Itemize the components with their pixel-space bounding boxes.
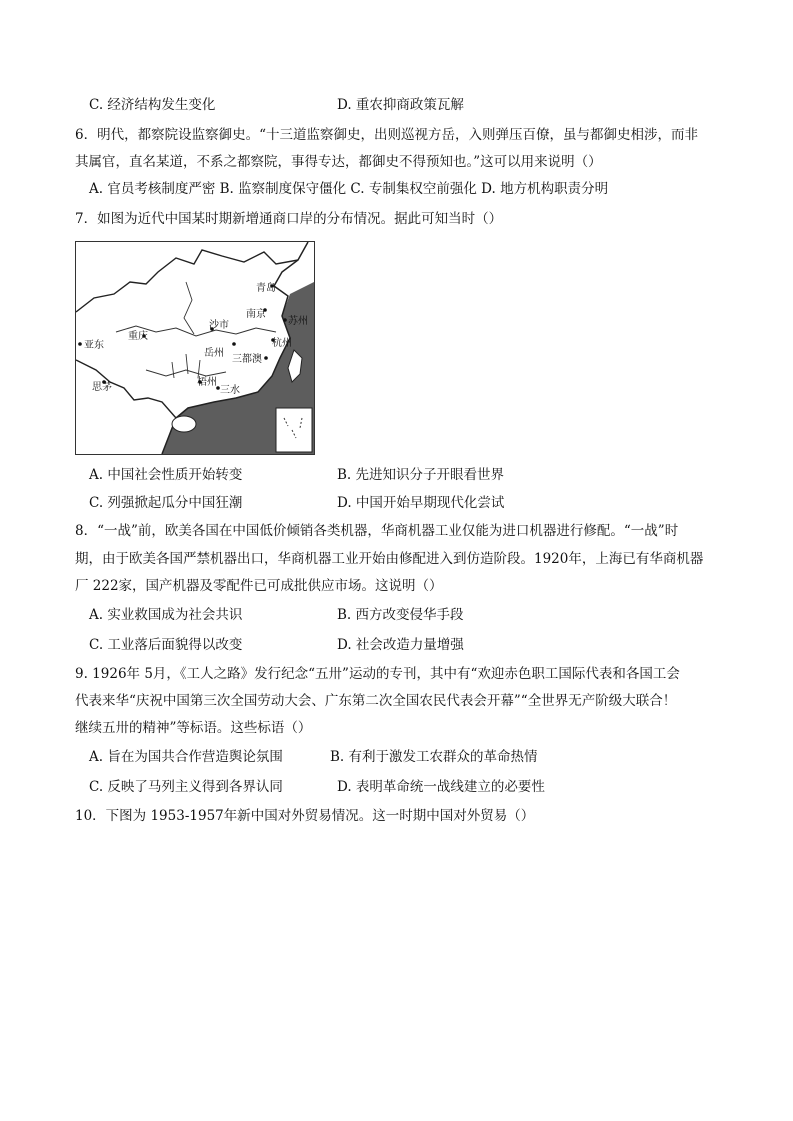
pearl-river [146,370,226,376]
south-sea-inset [276,408,312,452]
river-tributaries [172,354,200,378]
q9-option-c: C. 反映了马列主义得到各界认同 [89,779,283,795]
q7-option-b: B. 先进知识分子开眼看世界 [337,467,505,483]
hainan-island [172,416,196,432]
q10-stem: 10．下图为 1953-1957年新中国对外贸易情况。这一时期中国对外贸易（） [75,808,535,824]
map-drawing [76,242,314,454]
q9-option-d: D. 表明革命统一战线建立的必要性 [337,779,545,795]
northern-border [76,250,298,312]
river-line-1 [184,282,194,334]
q5-option-c: C. 经济结构发生变化 [89,97,216,113]
q8-stem-line2: 期，由于欧美各国严禁机器出口，华商机器工业开始由修配进入到仿造阶段。1920年，上海已有华商机器 [75,551,704,567]
map-label-hangzhou: 杭州 [272,338,292,349]
map-label-simao: 思茅 [92,382,112,393]
map-label-wuzhou: 梧州 [197,377,217,388]
q7-stem: 7．如图为近代中国某时期新增通商口岸的分布情况。据此可知当时（） [75,211,503,227]
q8-stem-line3: 厂 222家，国产机器及零配件已可成批供应市场。这说明（） [75,578,443,594]
southern-border [76,360,176,418]
map-label-nanjing: 南京 [246,309,266,320]
map-label-yuezhou: 岳州 [204,348,224,359]
q8-option-d: D. 社会改造力量增强 [337,637,464,653]
q9-stem-line2: 代表来华“庆祝中国第三次全国劳动大会、广东第二次全国农民代表会开幕”“全世界无产阶级大联合！ [75,693,677,709]
map-label-suzhou: 苏州 [288,316,308,327]
map-label-sandu: 三都澳 [232,354,262,365]
map-label-sanshui: 三水 [220,385,240,396]
map-label-shashi: 沙市 [209,320,229,331]
q8-option-c: C. 工业落后面貌得以改变 [89,637,243,653]
q9-stem-line3: 继续五卅的精神”等标语。这些标语（） [75,720,312,736]
q6-stem-line1: 6．明代，都察院设监察御史。“十三道监察御史，出则巡视方岳，入则弹压百僚，虽与都御史相涉，而非 [75,127,698,143]
q9-option-b: B. 有利于激发工农群众的革命热情 [330,749,538,765]
q7-option-d: D. 中国开始早期现代化尝试 [337,495,505,511]
q9-option-a: A. 旨在为国共合作营造舆论氛围 [89,749,283,765]
q5-option-d: D. 重农抑商政策瓦解 [337,97,464,113]
map-label-yadong: 亚东 [84,340,104,351]
city-dots [78,284,287,390]
map-label-qingdao: 青岛 [256,283,276,294]
q7-option-c: C. 列强掀起瓜分中国狂潮 [89,495,243,511]
map-label-chongqing: 重庆 [128,331,148,342]
q8-option-b: B. 西方改变侵华手段 [337,607,464,623]
q8-option-a: A. 实业救国成为社会共识 [89,607,243,623]
treaty-ports-map [75,241,315,455]
q6-options: A. 官员考核制度严密 B. 监察制度保守僵化 C. 专制集权空前强化 D. 地方机构职责分明 [89,181,609,197]
q9-stem-line1: 9. 1926年 5月，《工人之路》发行纪念“五卅”运动的专刊，其中有“欢迎赤色职工国际代表和各国工会 [75,666,680,682]
q6-stem-line2: 其属官，直名某道，不系之都察院，事得专达，都御史不得预知也。”这可以用来说明（） [75,154,602,170]
q7-option-a: A. 中国社会性质开始转变 [89,467,243,483]
q8-stem-line1: 8．“一战”前，欧美各国在中国低价倾销各类机器，华商机器工业仅能为进口机器进行修配。“一战”时 [75,523,679,539]
